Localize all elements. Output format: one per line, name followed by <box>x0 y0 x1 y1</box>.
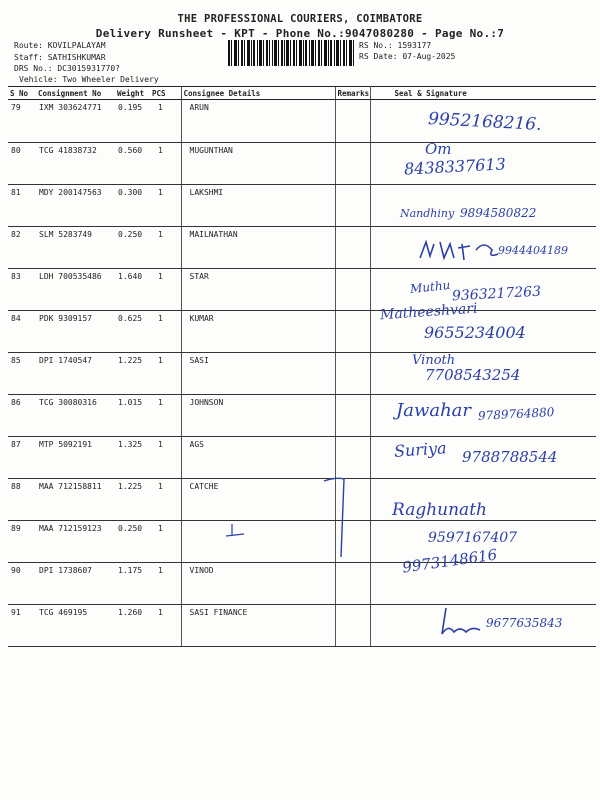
signature-phone-85: 7708543254 <box>425 366 521 384</box>
table-row <box>8 563 596 605</box>
cell-consignee: MAILNATHAN <box>181 227 335 269</box>
col-remarks-header: Remarks <box>335 87 370 100</box>
signature-phone-87: 9788788544 <box>462 448 558 466</box>
cell-consignment: LDH 700535486 <box>36 269 115 311</box>
cell-consignee: MUGUNTHAN <box>181 143 335 185</box>
cell-sno: 83 <box>8 269 36 311</box>
cell-weight: 1.640 <box>115 269 150 311</box>
table-row <box>8 479 596 521</box>
signature-name-85: Vinoth <box>412 353 456 368</box>
cell-consignment: MDY 200147563 <box>36 185 115 227</box>
cell-remarks <box>335 563 370 605</box>
cell-weight: 1.225 <box>115 479 150 521</box>
cell-sno: 79 <box>8 100 36 143</box>
barcode-image <box>228 40 354 66</box>
signature-name-86: Jawahar <box>396 400 472 421</box>
cell-pcs: 1 <box>150 185 181 227</box>
ink-mark-89 <box>224 522 248 540</box>
cell-sno: 85 <box>8 353 36 395</box>
signature-name-83: Muthu <box>409 277 451 297</box>
cell-consignee: STAR <box>181 269 335 311</box>
signature-name-81: Nandhiny <box>400 207 455 220</box>
route-label: Route: KOVILPALAYAM <box>14 41 106 50</box>
signature-name-84: Matheeshvari <box>379 300 478 324</box>
signature-name-87: Suriya <box>393 438 448 461</box>
cell-remarks <box>335 227 370 269</box>
table-header-row <box>8 87 596 100</box>
cell-weight: 0.250 <box>115 521 150 563</box>
cell-consignee: JOHNSON <box>181 395 335 437</box>
col-pcs-header: PCS <box>150 87 181 100</box>
cell-consignee: VINOD <box>181 563 335 605</box>
signature-phone-81: 9894580822 <box>460 206 537 220</box>
cell-sno: 84 <box>8 311 36 353</box>
col-consignee-header: Consignee Details <box>181 87 335 100</box>
rs-number: RS No.: 1593177 <box>359 41 432 50</box>
cell-weight: 0.195 <box>115 100 150 143</box>
ink-stroke-88 <box>322 475 348 559</box>
cell-remarks <box>335 395 370 437</box>
cell-remarks <box>335 185 370 227</box>
cell-consignment: TCG 469195 <box>36 605 115 647</box>
rs-date: RS Date: 07-Aug-2025 <box>359 52 456 61</box>
col-consignment-header: Consignment No <box>36 87 115 100</box>
cell-sno: 89 <box>8 521 36 563</box>
cell-consignee: SASI <box>181 353 335 395</box>
signature-scribble-91 <box>436 606 482 638</box>
cell-consignment: PDK 9309157 <box>36 311 115 353</box>
signature-phone-86: 9789764880 <box>477 405 555 423</box>
staff-label: Staff: SATHISHKUMAR <box>14 53 106 62</box>
cell-consignment: MAA 712159123 <box>36 521 115 563</box>
signature-phone-83: 9363217263 <box>451 283 542 305</box>
signature-phone-82: 9944404189 <box>498 244 568 257</box>
cell-consignment: IXM 303624771 <box>36 100 115 143</box>
cell-pcs: 1 <box>150 479 181 521</box>
cell-weight: 1.260 <box>115 605 150 647</box>
signature-phone-89: 9597167407 <box>428 530 518 546</box>
cell-pcs: 1 <box>150 563 181 605</box>
signature-phone-90: 9973148616 <box>401 545 499 577</box>
cell-consignment: TCG 41838732 <box>36 143 115 185</box>
signature-phone-84: 9655234004 <box>424 323 526 342</box>
cell-pcs: 1 <box>150 521 181 563</box>
cell-remarks <box>335 143 370 185</box>
signature-phone-91: 9677635843 <box>486 616 563 630</box>
signature-name-80: Om <box>425 140 452 158</box>
cell-consignment: TCG 30080316 <box>36 395 115 437</box>
cell-weight: 1.225 <box>115 353 150 395</box>
cell-weight: 1.175 <box>115 563 150 605</box>
signature-phone-79: 9952168216. <box>427 109 543 135</box>
cell-remarks <box>335 353 370 395</box>
cell-sno: 87 <box>8 437 36 479</box>
cell-pcs: 1 <box>150 269 181 311</box>
cell-weight: 0.625 <box>115 311 150 353</box>
cell-pcs: 1 <box>150 311 181 353</box>
cell-remarks <box>335 100 370 143</box>
cell-pcs: 1 <box>150 100 181 143</box>
cell-sno: 90 <box>8 563 36 605</box>
cell-consignee: AGS <box>181 437 335 479</box>
cell-pcs: 1 <box>150 395 181 437</box>
cell-sno: 81 <box>8 185 36 227</box>
signature-phone-80: 8438337613 <box>403 154 507 179</box>
vehicle-label: Vehicle: Two Wheeler Delivery <box>19 75 159 84</box>
company-title: THE PROFESSIONAL COURIERS, COIMBATORE <box>177 13 423 25</box>
cell-consignee <box>181 521 335 563</box>
cell-weight: 0.300 <box>115 185 150 227</box>
runsheet-subtitle: Delivery Runsheet - KPT - Phone No.:9047080280 - Page No.:7 <box>95 27 505 40</box>
cell-consignment: MAA 712158811 <box>36 479 115 521</box>
cell-weight: 1.015 <box>115 395 150 437</box>
signature-scribble-82 <box>418 238 500 262</box>
cell-pcs: 1 <box>150 143 181 185</box>
signature-name-89: Raghunath <box>392 500 487 520</box>
cell-weight: 0.250 <box>115 227 150 269</box>
cell-pcs: 1 <box>150 353 181 395</box>
cell-remarks <box>335 605 370 647</box>
drs-label: DRS No.: DC3015931770? <box>14 64 120 73</box>
cell-sno: 86 <box>8 395 36 437</box>
col-sno-header: S No <box>8 87 36 100</box>
cell-pcs: 1 <box>150 227 181 269</box>
cell-weight: 1.325 <box>115 437 150 479</box>
cell-consignee: LAKSHMI <box>181 185 335 227</box>
cell-consignment: DPI 1738607 <box>36 563 115 605</box>
col-weight-header: Weight <box>115 87 150 100</box>
table-row <box>8 143 596 185</box>
cell-sno: 80 <box>8 143 36 185</box>
cell-remarks <box>335 437 370 479</box>
cell-remarks <box>335 269 370 311</box>
cell-sno: 82 <box>8 227 36 269</box>
cell-consignee: ARUN <box>181 100 335 143</box>
cell-consignment: SLM 5283749 <box>36 227 115 269</box>
cell-consignee: CATCHE <box>181 479 335 521</box>
cell-pcs: 1 <box>150 437 181 479</box>
cell-sno: 91 <box>8 605 36 647</box>
cell-consignment: DPI 1740547 <box>36 353 115 395</box>
cell-consignee: SASI FINANCE <box>181 605 335 647</box>
cell-sno: 88 <box>8 479 36 521</box>
cell-pcs: 1 <box>150 605 181 647</box>
cell-remarks <box>335 311 370 353</box>
cell-consignment: MTP 5092191 <box>36 437 115 479</box>
cell-consignee: KUMAR <box>181 311 335 353</box>
cell-weight: 0.560 <box>115 143 150 185</box>
col-signature-header: Seal & Signature <box>370 87 596 100</box>
